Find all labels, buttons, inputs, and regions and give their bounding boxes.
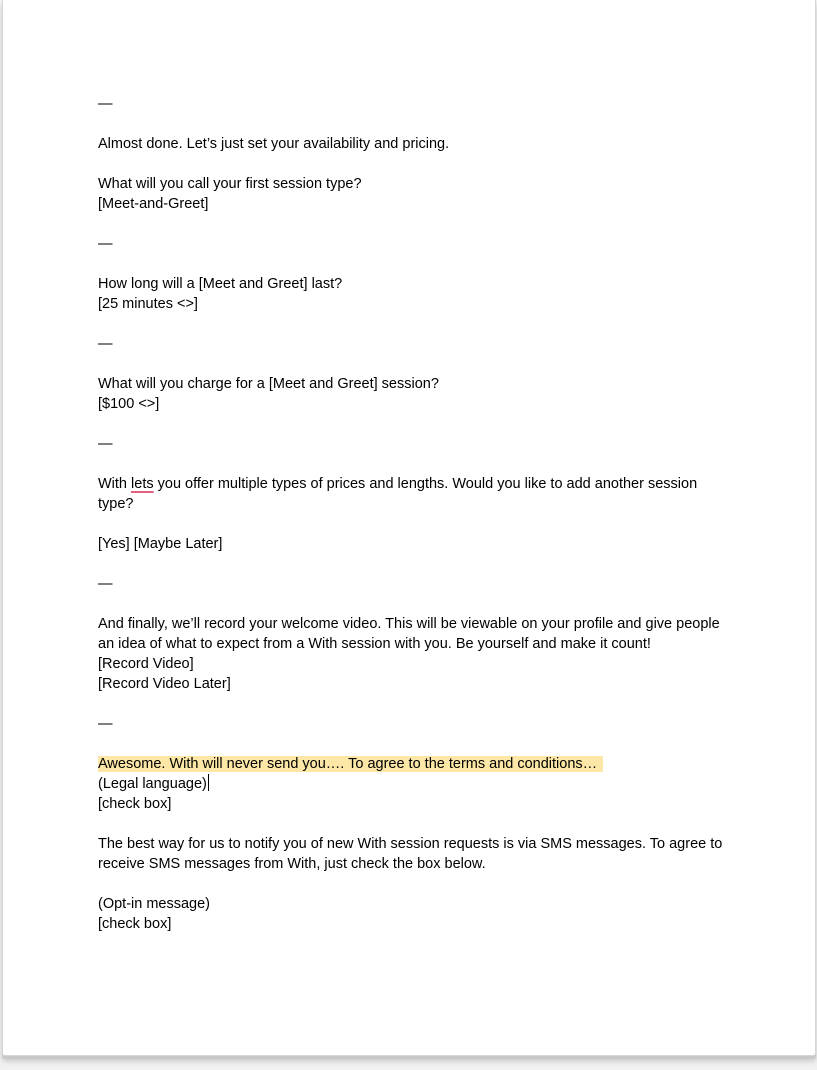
separator: — — [98, 96, 113, 112]
terms-checkbox-label: [check box] — [98, 796, 172, 812]
multi-session-text-end: you offer multiple types of prices and lengths. Would you like to add another session type? — [98, 476, 702, 512]
terms-line — [98, 754, 723, 774]
record-video-label: [Record Video] — [98, 656, 194, 672]
sms-checkbox-label: [check box] — [98, 916, 172, 932]
text-cursor — [208, 774, 209, 791]
optin-message: (Opt-in message) — [98, 896, 211, 912]
multi-session-text — [98, 474, 723, 514]
legal-language-text: (Legal language) — [98, 776, 207, 792]
document-body[interactable] — [98, 94, 727, 934]
sms-text: The best way for us to notify you of new With session requests is via SMS messages. To agree to receive SMS messages from With, just check the box below. — [98, 836, 727, 872]
separator: — — [98, 336, 113, 352]
session-length-question: How long will a [Meet and Greet] last? — [98, 276, 343, 292]
session-name-question: What will you call your first session type? — [98, 176, 362, 192]
record-video-later-label: [Record Video Later] — [98, 676, 231, 692]
multi-session-options: [Yes] [Maybe Later] — [98, 536, 223, 552]
intro-text: Almost done. Let’s just set your availability and pricing. — [98, 136, 450, 152]
session-length-answer: [25 minutes <>] — [98, 296, 198, 312]
separator: — — [98, 236, 113, 252]
legal-language-line[interactable] — [98, 774, 723, 794]
welcome-video-text: And finally, we’ll record your welcome video. This will be viewable on your profile and give people an idea of what to expect from a With session with you. Be yourself and make it count! — [98, 616, 724, 652]
spellcheck-misspelled-word[interactable]: lets — [131, 476, 154, 492]
session-name-answer: [Meet-and-Greet] — [98, 196, 209, 212]
highlighted-terms-text: Awesome. With will never send you…. To agree to the terms and conditions… — [98, 756, 603, 772]
multi-session-text-start: With — [98, 476, 132, 492]
document-page[interactable] — [2, 0, 816, 1056]
separator: — — [98, 576, 113, 592]
separator: — — [98, 716, 113, 732]
session-charge-answer: [$100 <>] — [98, 396, 160, 412]
separator: — — [98, 436, 113, 452]
session-charge-question: What will you charge for a [Meet and Greet] session? — [98, 376, 439, 392]
